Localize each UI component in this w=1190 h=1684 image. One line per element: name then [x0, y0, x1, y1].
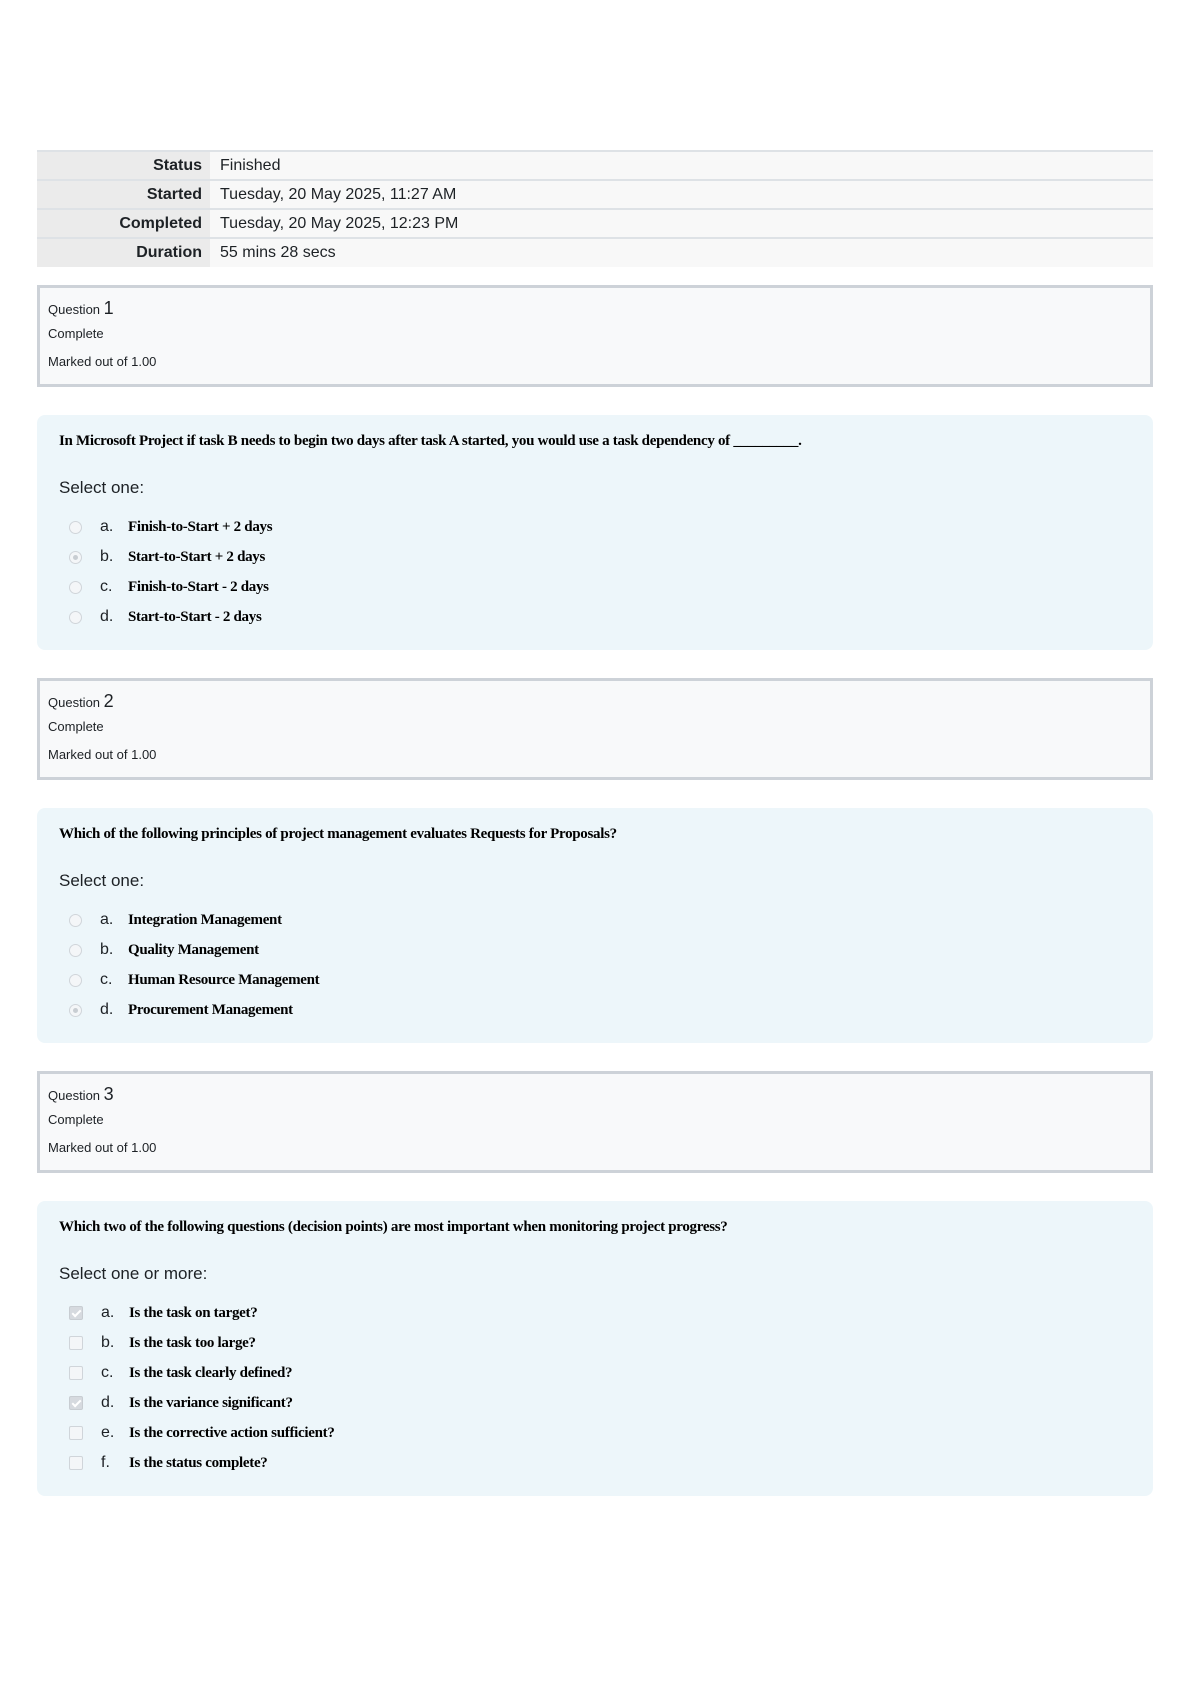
summary-row-duration: [37, 238, 1153, 267]
answer-radio[interactable]: [69, 974, 82, 987]
summary-label: Duration: [37, 238, 210, 267]
question-text: Which of the following principles of project management evaluates Requests for Proposals?: [59, 826, 617, 842]
answer-list: [59, 1298, 1131, 1478]
summary-value: Finished: [210, 151, 1153, 180]
answer-text: Finish-to-Start - 2 days: [128, 578, 269, 595]
summary-row-status: [37, 151, 1153, 180]
answer-radio[interactable]: [69, 944, 82, 957]
summary-label: Status: [37, 151, 210, 180]
answer-list: [59, 905, 1131, 1025]
answer-radio[interactable]: [69, 521, 82, 534]
question-text: Which two of the following questions (decision points) are most important when monitoring project progress?: [59, 1219, 728, 1235]
answer-option[interactable]: [59, 965, 1131, 995]
answer-prompt: Select one:: [59, 871, 145, 890]
answer-option[interactable]: [59, 602, 1131, 632]
answer-letter: b.: [100, 941, 114, 958]
summary-label: Completed: [37, 209, 210, 238]
answer-checkbox[interactable]: [69, 1456, 83, 1470]
question-number-row: [48, 298, 1150, 324]
answer-letter: d.: [100, 1001, 114, 1018]
answer-text: Start-to-Start - 2 days: [128, 608, 262, 625]
question-content: [37, 808, 1153, 1043]
answer-checkbox[interactable]: [69, 1396, 83, 1410]
answer-option[interactable]: [59, 542, 1131, 572]
question-info-box: [37, 678, 1153, 780]
answer-checkbox[interactable]: [69, 1336, 83, 1350]
answer-letter: d.: [100, 608, 114, 625]
summary-row-completed: [37, 209, 1153, 238]
question-grade: Marked out of 1.00: [48, 747, 157, 762]
answer-prompt: Select one or more:: [59, 1264, 208, 1283]
summary-row-started: [37, 180, 1153, 209]
question-label: Question: [48, 695, 101, 710]
answer-text: Is the status complete?: [129, 1454, 268, 1471]
answer-text: Is the task clearly defined?: [129, 1364, 293, 1381]
answer-option[interactable]: [59, 1328, 1131, 1358]
attempt-summary-table: [37, 150, 1153, 267]
question-info-box: [37, 1071, 1153, 1173]
answer-text: Finish-to-Start + 2 days: [128, 518, 273, 535]
question-content: [37, 415, 1153, 650]
quiz-review-page: [37, 150, 1153, 1524]
answer-option[interactable]: [59, 572, 1131, 602]
answer-option[interactable]: [59, 1388, 1131, 1418]
question-grade: Marked out of 1.00: [48, 354, 157, 369]
question-label: Question: [48, 1088, 101, 1103]
answer-option[interactable]: [59, 905, 1131, 935]
answer-text: Is the variance significant?: [129, 1394, 293, 1411]
answer-letter: b.: [101, 1334, 115, 1351]
answer-text: Start-to-Start + 2 days: [128, 548, 266, 565]
question-label: Question: [48, 302, 101, 317]
question-content: [37, 1201, 1153, 1496]
summary-value: Tuesday, 20 May 2025, 12:23 PM: [210, 209, 1153, 238]
summary-value: 55 mins 28 secs: [210, 238, 1153, 267]
answer-checkbox[interactable]: [69, 1366, 83, 1380]
answer-letter: c.: [100, 971, 113, 988]
question-number: 3: [103, 1084, 114, 1104]
answer-text: Quality Management: [128, 941, 259, 958]
answer-letter: a.: [101, 1304, 115, 1321]
answer-option[interactable]: [59, 1448, 1131, 1478]
question-grade: Marked out of 1.00: [48, 1140, 157, 1155]
question-number-row: [48, 1084, 1150, 1110]
question-number: 1: [103, 298, 114, 318]
answer-radio[interactable]: [69, 611, 82, 624]
question-state: Complete: [48, 719, 104, 734]
question-text: In Microsoft Project if task B needs to begin two days after task A started, you would use a task dependency of _________.: [59, 433, 802, 449]
answer-letter: c.: [101, 1364, 114, 1381]
answer-radio[interactable]: [69, 551, 82, 564]
answer-letter: b.: [100, 548, 114, 565]
answer-letter: c.: [100, 578, 113, 595]
answer-option[interactable]: [59, 512, 1131, 542]
answer-option[interactable]: [59, 1298, 1131, 1328]
answer-text: Is the task too large?: [129, 1334, 256, 1351]
answer-prompt: Select one:: [59, 478, 145, 497]
answer-text: Integration Management: [128, 911, 282, 928]
answer-text: Procurement Management: [128, 1001, 293, 1018]
answer-letter: f.: [101, 1454, 110, 1471]
answer-letter: e.: [101, 1424, 115, 1441]
answer-text: Human Resource Management: [128, 971, 320, 988]
answer-radio[interactable]: [69, 1004, 82, 1017]
summary-value: Tuesday, 20 May 2025, 11:27 AM: [210, 180, 1153, 209]
answer-letter: a.: [100, 518, 114, 535]
question-state: Complete: [48, 1112, 104, 1127]
answer-letter: a.: [100, 911, 114, 928]
summary-label: Started: [37, 180, 210, 209]
question-info-box: [37, 285, 1153, 387]
question-list: [37, 285, 1153, 1496]
answer-text: Is the task on target?: [129, 1304, 258, 1321]
question-number: 2: [103, 691, 114, 711]
answer-radio[interactable]: [69, 914, 82, 927]
answer-text: Is the corrective action sufficient?: [129, 1424, 335, 1441]
question-state: Complete: [48, 326, 104, 341]
answer-checkbox[interactable]: [69, 1306, 83, 1320]
answer-option[interactable]: [59, 1418, 1131, 1448]
answer-option[interactable]: [59, 935, 1131, 965]
answer-option[interactable]: [59, 995, 1131, 1025]
answer-list: [59, 512, 1131, 632]
question-number-row: [48, 691, 1150, 717]
answer-letter: d.: [101, 1394, 115, 1411]
answer-checkbox[interactable]: [69, 1426, 83, 1440]
answer-radio[interactable]: [69, 581, 82, 594]
answer-option[interactable]: [59, 1358, 1131, 1388]
